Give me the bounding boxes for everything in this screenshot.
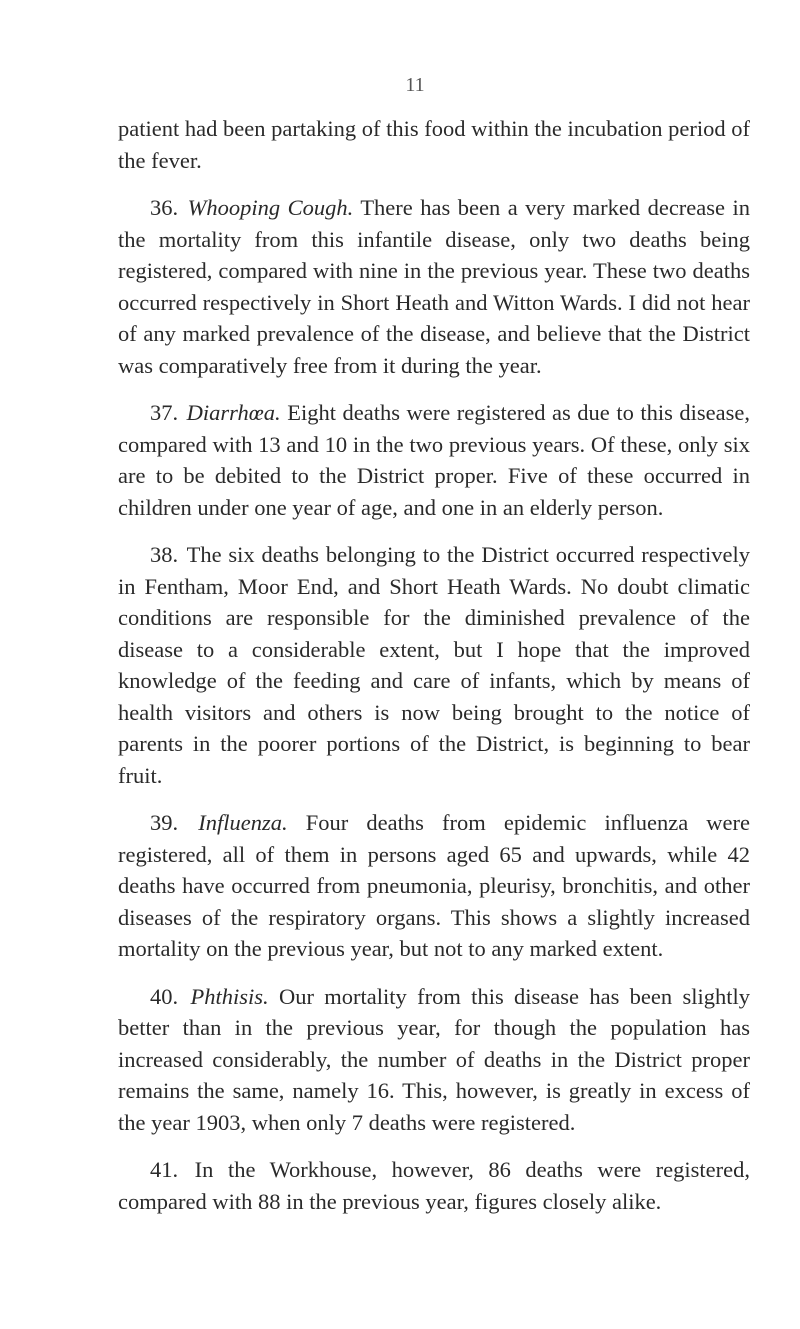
paragraph-36 [118, 192, 750, 381]
paragraph-text: There has been a very marked decrease in the mortality from this infantile disease, only two deaths being registered, compared with nine in the previous year. These two deaths occurred respectively in Short Heath and Witton Wards. I did not hear of any marked prevalence of the disease, and believe that the District was comparatively free from it during the year. [118, 195, 750, 378]
paragraph-text: The six deaths belonging to the District occurred respectively in Fentham, Moor End, and Short Heath Wards. No doubt climatic conditions are responsible for the diminished prevalence of the disease to a considerable extent, but I hope that the improved knowledge of the feeding and care of infants, which by means of health visitors and others is now being brought to the notice of parents in the poorer portions of the District, is beginning to bear fruit. [118, 542, 750, 788]
paragraph-heading: Diarrhœa. [186, 400, 281, 425]
paragraph-text: Eight deaths were registered as due to this disease, compared with 13 and 10 in the two previous years. Of these, only six are to be debited to the District proper. Five of these occurred in children under one year of age, and one in an elderly person. [118, 400, 751, 520]
paragraph-number: 41. [150, 1157, 179, 1182]
paragraph-number: 36. [150, 195, 179, 220]
paragraph-39 [118, 807, 750, 965]
paragraph-heading: Whooping Cough. [187, 195, 354, 220]
paragraph-heading: Phthisis. [190, 983, 269, 1009]
paragraph-text: patient had been partaking of this food within the incubation period of the fever. [118, 116, 750, 173]
paragraph-number: 39. [150, 810, 179, 835]
paragraph-text: Four deaths from epidemic influenza were registered, all of them in persons aged 65 and upwards, while 42 deaths have occurred from pneumonia, pleurisy, bronchitis, and other diseases of the respiratory organs. This shows a slightly increased mortality on the previous year, but not to any marked extent. [118, 810, 751, 961]
paragraph-41 [118, 1154, 750, 1217]
page-number: 11 [405, 74, 425, 96]
paragraph-38 [118, 539, 750, 791]
paragraph-text: Our mortality from this disease has been slightly better than in the previous year, for though the population has increased considerably, the number of deaths in the District proper remains the same, namely 16. This, however, is greatly in excess of the year 1903, when only 7 deaths were registered. [118, 983, 751, 1135]
paragraph-40 [118, 981, 750, 1139]
paragraph-number: 40. [150, 983, 179, 1009]
paragraph-number: 38. [150, 542, 179, 567]
paragraph-heading: Influenza. [198, 810, 288, 835]
paragraph-37 [118, 397, 750, 523]
body-text [118, 113, 750, 1233]
paragraph-number: 37. [150, 400, 179, 425]
paragraph-continuation [118, 113, 750, 176]
paragraph-text: In the Workhouse, however, 86 deaths were registered, compared with 88 in the previous year, figures closely alike. [118, 1157, 750, 1214]
